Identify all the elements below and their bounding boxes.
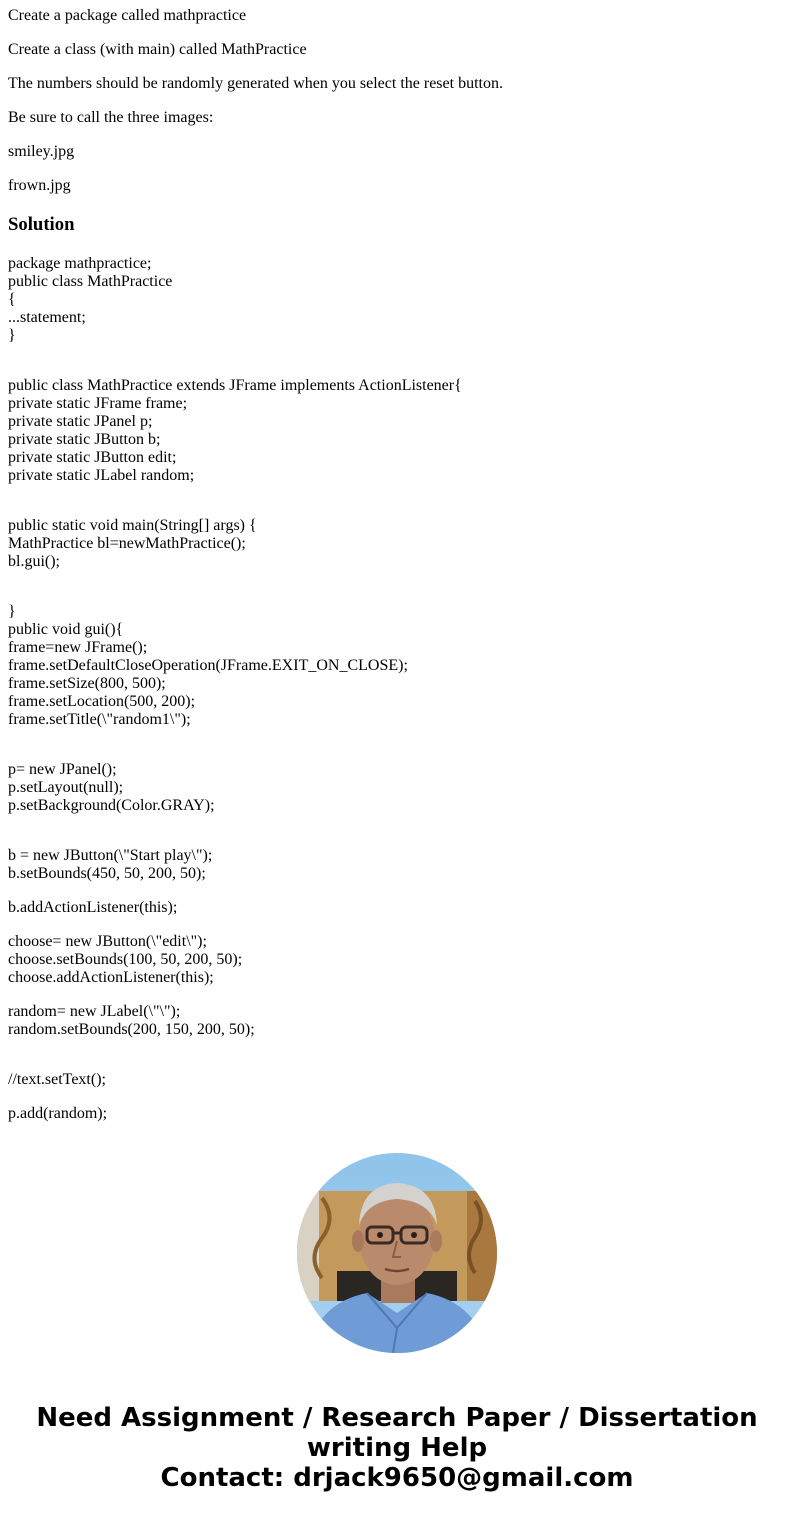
code-line: { [8, 291, 16, 308]
code-line: MathPractice bl=newMathPractice(); [8, 535, 246, 552]
code-line: private static JLabel random; [8, 467, 195, 484]
code-line: b.setBounds(450, 50, 200, 50); [8, 865, 206, 882]
code-line: private static JPanel p; [8, 413, 153, 430]
code-line: frame=new JFrame(); [8, 639, 148, 656]
author-avatar [297, 1153, 497, 1353]
code-line: frame.setDefaultCloseOperation(JFrame.EXIT_ON_CLOSE); [8, 657, 408, 674]
code-line: ...statement; [8, 309, 86, 326]
code-line [8, 831, 788, 847]
code-line: public class MathPractice [8, 273, 173, 290]
code-line [8, 745, 788, 761]
banner-line-1: Need Assignment / Research Paper / Dissertation [36, 1403, 758, 1433]
code-line: frame.setLocation(500, 200); [8, 693, 196, 710]
code-line [8, 729, 788, 745]
code-line: public void gui(){ [8, 621, 124, 638]
code-line [8, 485, 788, 501]
code-line: //text.setText(); [8, 1071, 106, 1088]
code-line: p.setLayout(null); [8, 779, 124, 796]
code-line: p.setBackground(Color.GRAY); [8, 797, 215, 814]
code-line: package mathpractice; [8, 255, 152, 272]
code-line: } [8, 603, 16, 620]
code-line [8, 501, 788, 517]
code-line [8, 815, 788, 831]
code-line: frame.setTitle(\"random1\"); [8, 711, 191, 728]
code-line: b.addActionListener(this); [8, 899, 178, 916]
code-line: choose.addActionListener(this); [8, 969, 214, 986]
question-line-frown: frown.jpg [8, 177, 71, 194]
code-line: public static void main(String[] args) { [8, 517, 257, 534]
solution-heading: Solution [8, 214, 75, 235]
code-line: bl.gui(); [8, 553, 60, 570]
code-line: } [8, 327, 16, 344]
code-line: choose.setBounds(100, 50, 200, 50); [8, 951, 243, 968]
code-line [8, 1089, 788, 1105]
question-line-package: Create a package called mathpractice [8, 7, 247, 24]
code-line: private static JButton b; [8, 431, 161, 448]
code-line [8, 361, 788, 377]
code-line: choose= new JButton(\"edit\"); [8, 933, 207, 950]
code-line [8, 571, 788, 587]
code-line: frame.setSize(800, 500); [8, 675, 166, 692]
code-line: p.add(random); [8, 1105, 108, 1122]
code-line: public class MathPractice extends JFrame implements ActionListener{ [8, 377, 462, 394]
banner-contact-line: Contact: drjack9650@gmail.com [160, 1463, 634, 1493]
code-line [8, 1039, 788, 1055]
code-line: b = new JButton(\"Start play\"); [8, 847, 213, 864]
code-line: private static JButton edit; [8, 449, 177, 466]
code-line [8, 987, 788, 1003]
question-line-random: The numbers should be randomly generated when you select the reset button. [8, 75, 503, 92]
code-line: random.setBounds(200, 150, 200, 50); [8, 1021, 255, 1038]
code-line: p= new JPanel(); [8, 761, 117, 778]
contact-banner [0, 1403, 794, 1493]
banner-line-2: writing Help [306, 1433, 488, 1463]
question-line-images: Be sure to call the three images: [8, 109, 214, 126]
question-line-class: Create a class (with main) called MathPractice [8, 41, 307, 58]
avatar-photo-icon [297, 1153, 497, 1353]
code-line: private static JFrame frame; [8, 395, 188, 412]
code-line [8, 1055, 788, 1071]
code-line: random= new JLabel(\"\"); [8, 1003, 181, 1020]
question-line-smiley: smiley.jpg [8, 143, 75, 160]
code-line [8, 883, 788, 899]
solution-code [8, 255, 788, 1123]
code-line [8, 917, 788, 933]
code-line [8, 587, 788, 603]
code-line [8, 345, 788, 361]
